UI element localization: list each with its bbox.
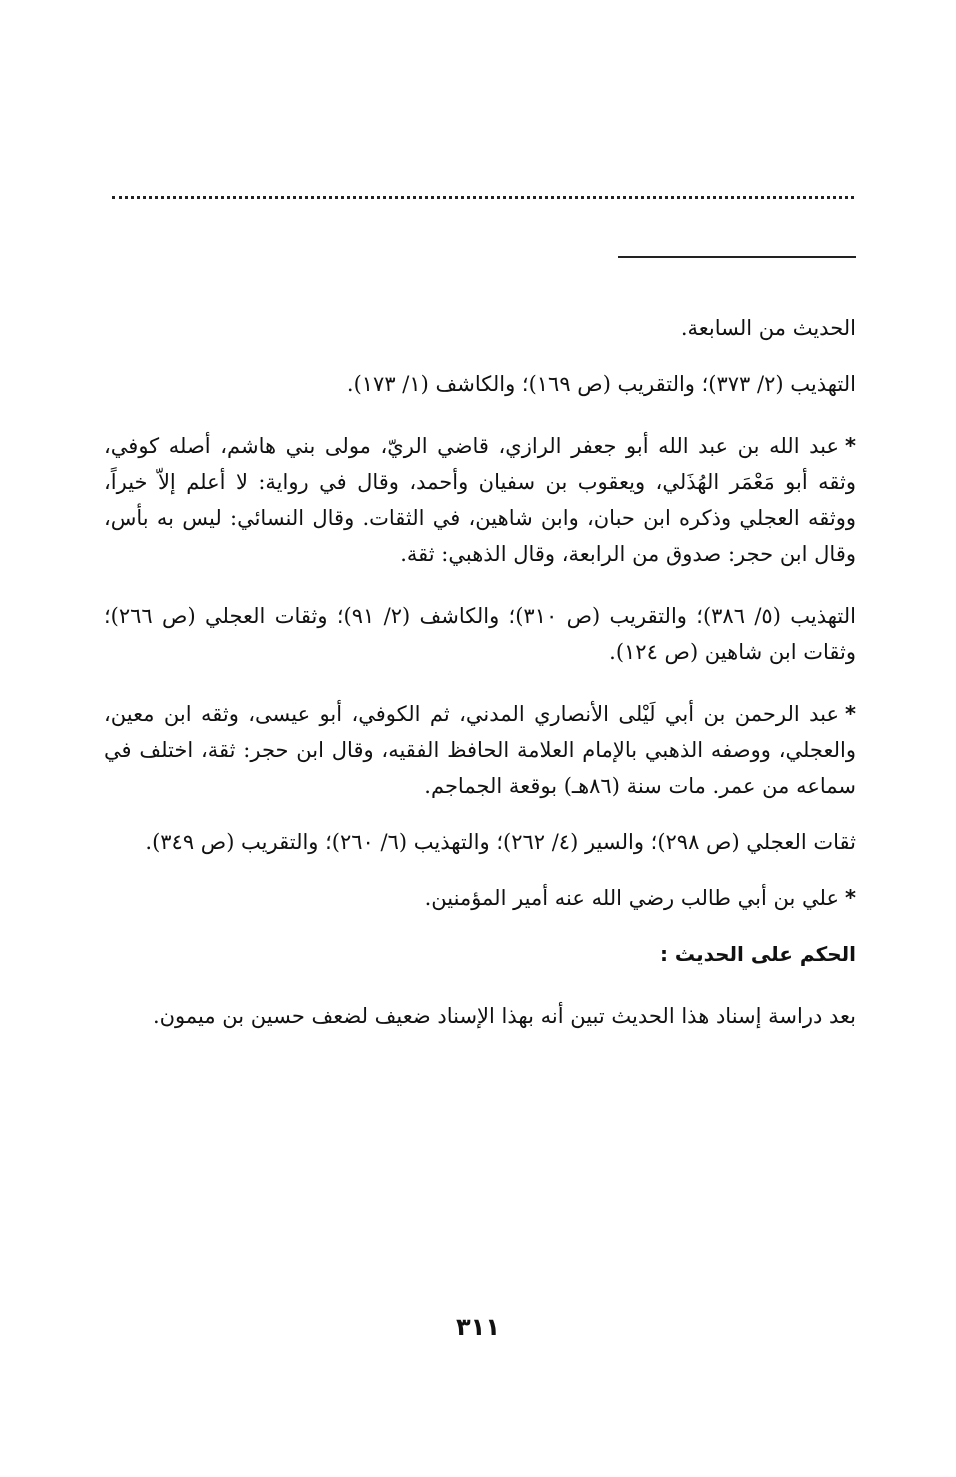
- narrator-entry-abdullah: [104, 428, 856, 572]
- asterisk-icon: *: [845, 886, 856, 910]
- narrator-biography: عبد الرحمن بن أبي لَيْلى الأنصاري المدني، ثم الكوفي، أبو عيسى، وثقه ابن معين، والعجلي، ووصفه الذهبي بالإمام العلامة الحافظ الفقيه، وقال ابن حجر: ثقة، اختلف في سماعه من عمر. مات سنة (٨٦هـ) بوقعة الجماجم.: [104, 702, 856, 798]
- footnote-text: الحديث من السابعة.: [680, 316, 856, 340]
- ruling-paragraph: [104, 998, 856, 1034]
- citation-text: التهذيب (٥/ ٣٨٦)؛ والتقريب (ص ٣١٠)؛ والكاشف (٢/ ٩١)؛ وثقات العجلي (ص ٢٦٦)؛ وثقات ابن شاهين (ص ١٢٤).: [104, 604, 856, 664]
- narrator-biography: علي بن أبي طالب رضي الله عنه أمير المؤمنين.: [424, 886, 840, 910]
- footnote-paragraph-1: [104, 310, 856, 346]
- narrator-entry-ali: [104, 880, 856, 916]
- footnote-rule: [618, 256, 856, 258]
- asterisk-icon: *: [845, 434, 856, 458]
- citation-text: التهذيب (٢/ ٣٧٣)؛ والتقريب (ص ١٦٩)؛ والكاشف (١/ ١٧٣).: [346, 372, 856, 396]
- ruling-text: بعد دراسة إسناد هذا الحديث تبين أنه بهذا الإسناد ضعيف لضعف حسين بن ميمون.: [152, 1004, 856, 1028]
- footnote-paragraph-6: [104, 824, 856, 860]
- dotted-separator: [112, 196, 854, 199]
- narrator-entry-abdulrahman: [104, 696, 856, 804]
- asterisk-icon: *: [845, 702, 856, 726]
- citation-text: ثقات العجلي (ص ٢٩٨)؛ والسير (٤/ ٢٦٢)؛ والتهذيب (٦/ ٢٦٠)؛ والتقريب (ص ٣٤٩).: [145, 830, 856, 854]
- ruling-heading: الحكم على الحديث :: [659, 942, 856, 966]
- footnote-content: [104, 310, 856, 1034]
- page-number: ٣١١: [456, 1313, 500, 1341]
- footnote-paragraph-2: [104, 366, 856, 402]
- narrator-biography: عبد الله بن عبد الله أبو جعفر الرازي، قاضي الريّ، مولى بني هاشم، أصله كوفي، وثقه أبو مَعْمَر الهُذَلي، ويعقوب بن سفيان وأحمد، وقال في رواية: لا أعلم إلاّ خيراً، ووثقه العجلي وذكره ابن حبان، وابن شاهين، في الثقات. وقال النسائي: ليس به بأس، وقال ابن حجر: صدوق من الرابعة، وقال الذهبي: ثقة.: [104, 434, 856, 566]
- section-heading: [104, 936, 856, 972]
- footnote-paragraph-4: [104, 598, 856, 670]
